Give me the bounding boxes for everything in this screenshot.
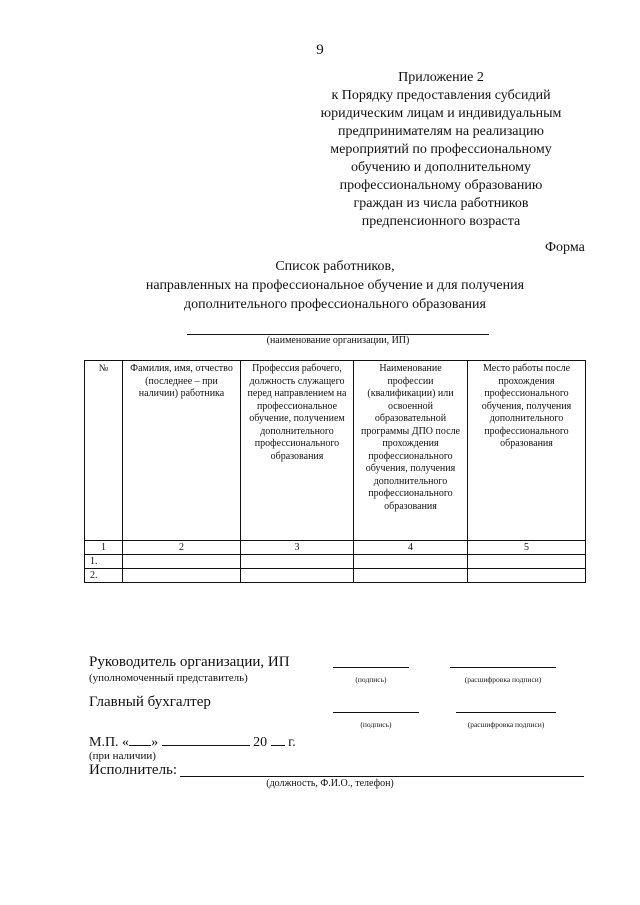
year-field[interactable]	[271, 732, 285, 746]
stamp-date-line	[89, 732, 296, 751]
stamp-prefix: М.П. «	[89, 735, 130, 750]
title-line: Список работников,	[275, 259, 395, 274]
executor-caption: (должность, Ф.И.О., телефон)	[266, 778, 394, 789]
cell-full-name[interactable]	[123, 555, 241, 569]
appendix-block	[300, 69, 582, 231]
accountant-decoding-caption: (расшифровка подписи)	[467, 720, 545, 729]
table-header-row	[85, 361, 586, 541]
row-number: 2.	[85, 569, 123, 583]
table-row	[85, 555, 586, 569]
title-line: направленных на профессиональное обучение и для получения	[145, 278, 525, 293]
cell-profession-before[interactable]	[241, 569, 354, 583]
column-number: 4	[354, 541, 468, 555]
appendix-line: к Порядку предоставления субсидий	[331, 88, 551, 103]
column-number: 3	[241, 541, 354, 555]
accountant-decoding-field[interactable]	[456, 712, 556, 713]
document-title	[100, 257, 570, 314]
year-label: г.	[288, 735, 296, 750]
accountant-title: Главный бухгалтер	[89, 694, 211, 710]
cell-qualification-after[interactable]	[354, 555, 468, 569]
cell-qualification-after[interactable]	[354, 569, 468, 583]
stamp-subtitle: (при наличии)	[89, 750, 156, 762]
month-field[interactable]	[162, 732, 250, 746]
appendix-line: обучению и дополнительному	[351, 160, 531, 175]
cell-workplace-after[interactable]	[468, 555, 586, 569]
appendix-line: граждан из числа работников	[353, 196, 529, 211]
head-decoding-field[interactable]	[450, 667, 556, 668]
appendix-line: мероприятий по профессиональному	[330, 142, 552, 157]
stamp-quote: »	[151, 735, 159, 750]
workers-table	[84, 360, 586, 583]
row-number: 1.	[85, 555, 123, 569]
header-number: №	[85, 361, 123, 541]
form-label: Форма	[545, 240, 585, 255]
cell-full-name[interactable]	[123, 569, 241, 583]
cell-profession-before[interactable]	[241, 555, 354, 569]
accountant-signature-caption: (подпись)	[360, 720, 392, 729]
title-line: дополнительного профессионального образования	[184, 297, 486, 312]
header-full-name: Фамилия, имя, отчество (последнее – при наличии) работника	[123, 361, 241, 541]
head-signature-field[interactable]	[333, 667, 409, 668]
page-number: 9	[316, 42, 324, 58]
appendix-line: юридическим лицам и индивидуальным	[320, 106, 562, 121]
appendix-line: Приложение 2	[398, 70, 484, 85]
header-qualification-after: Наименование профессии (квалификации) или освоенной образовательной программы ДПО после прохождения профессионального обучения, получения дополнительного профессионального образования	[354, 361, 468, 541]
executor-label: Исполнитель:	[89, 762, 178, 778]
column-number-row	[85, 541, 586, 555]
accountant-signature-field[interactable]	[333, 712, 419, 713]
column-number: 2	[123, 541, 241, 555]
head-title: Руководитель организации, ИП	[89, 654, 290, 670]
header-profession-before: Профессия рабочего, должность служащего перед направлением на профессиональное обучение, получением дополнительного профессионального образования	[241, 361, 354, 541]
year-prefix: 20	[253, 735, 268, 750]
head-decoding-caption: (расшифровка подписи)	[464, 675, 542, 684]
organization-caption: (наименование организации, ИП)	[266, 335, 410, 346]
executor-field[interactable]	[180, 776, 584, 777]
appendix-line: профессиональному образованию	[339, 178, 543, 193]
column-number: 1	[85, 541, 123, 555]
header-workplace-after: Место работы после прохождения профессионального обучения, получения дополнительного профессионального образования	[468, 361, 586, 541]
table-row	[85, 569, 586, 583]
column-number: 5	[468, 541, 586, 555]
appendix-line: предпринимателям на реализацию	[338, 124, 544, 139]
day-field[interactable]	[129, 732, 151, 746]
head-subtitle: (уполномоченный представитель)	[89, 672, 248, 684]
appendix-line: предпенсионного возраста	[361, 214, 521, 229]
head-signature-caption: (подпись)	[355, 675, 387, 684]
cell-workplace-after[interactable]	[468, 569, 586, 583]
